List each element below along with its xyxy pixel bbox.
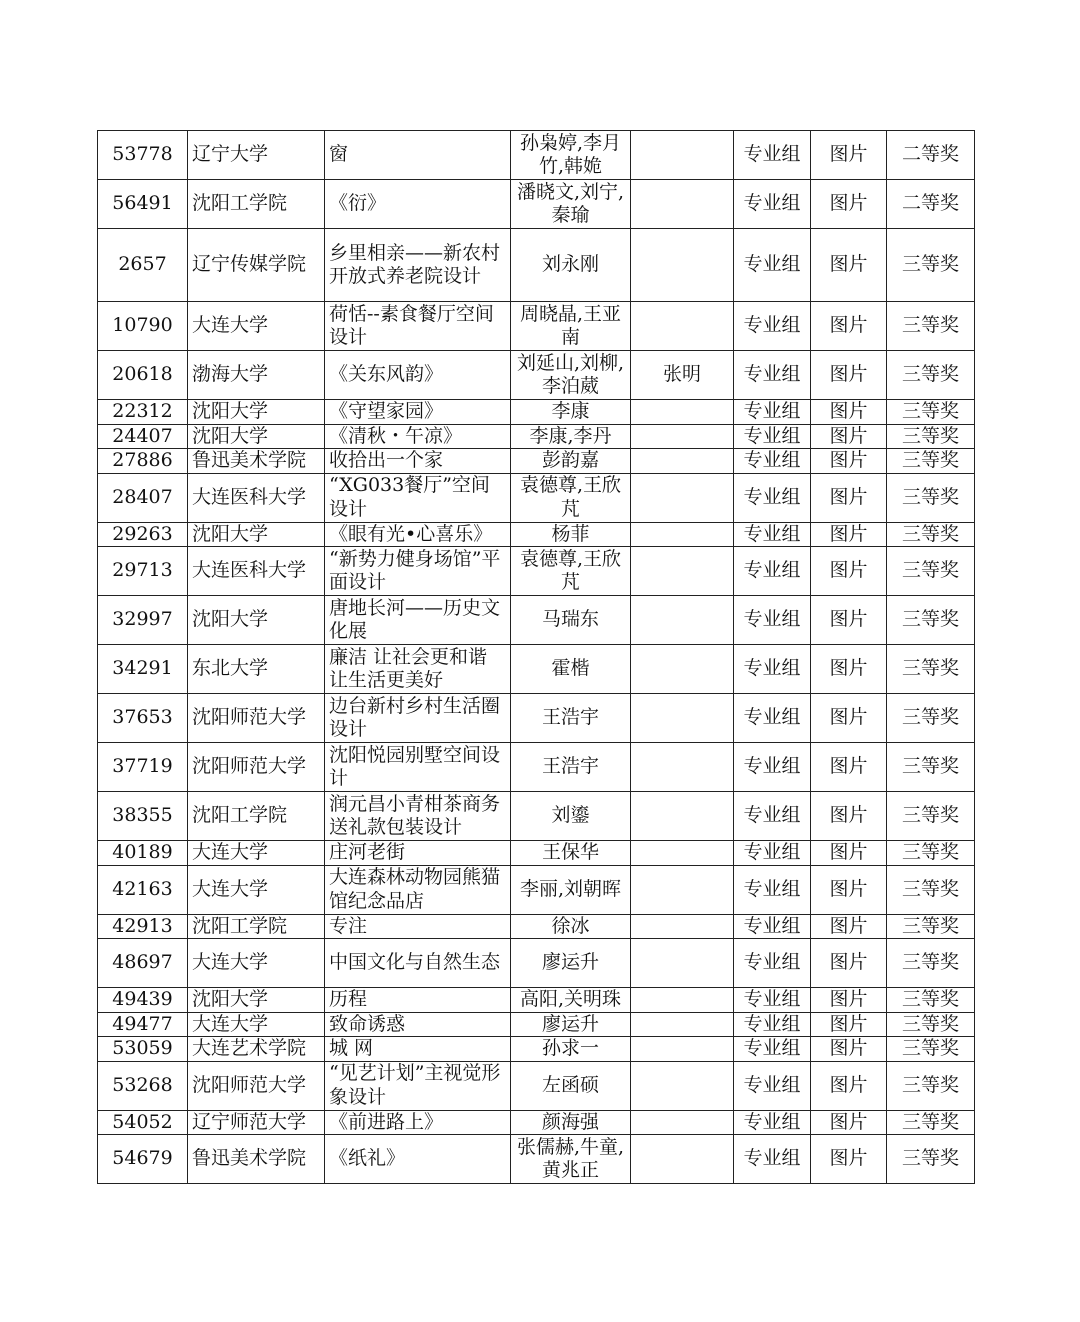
work-type-cell: 图片 [811,1135,887,1184]
work-title-cell: 窗 [325,131,511,180]
table-row [98,694,975,743]
award-level-cell: 三等奖 [887,865,975,914]
authors-cell: 杨菲 [511,522,631,547]
advisor-cell [631,914,734,939]
award-level-cell: 三等奖 [887,694,975,743]
work-type-cell: 图片 [811,841,887,866]
entry-id-cell: 53268 [98,1061,188,1110]
advisor-cell [631,424,734,449]
school-name-cell: 东北大学 [188,645,325,694]
school-name-cell: 沈阳大学 [188,424,325,449]
award-level-cell: 三等奖 [887,1135,975,1184]
table-row [98,131,975,180]
authors-cell: 袁德尊,王欣芃 [511,547,631,596]
group-name-cell: 专业组 [734,229,811,302]
table-row [98,1110,975,1135]
work-type-cell: 图片 [811,547,887,596]
school-name-cell: 大连大学 [188,865,325,914]
work-type-cell: 图片 [811,400,887,425]
authors-cell: 李康,李丹 [511,424,631,449]
advisor-cell [631,596,734,645]
work-title-cell: 城 网 [325,1037,511,1062]
advisor-cell [631,180,734,229]
advisor-cell [631,694,734,743]
authors-cell: 刘鎏 [511,792,631,841]
work-type-cell: 图片 [811,596,887,645]
advisor-cell [631,1012,734,1037]
group-name-cell: 专业组 [734,400,811,425]
authors-cell: 周晓晶,王亚南 [511,302,631,351]
award-level-cell: 三等奖 [887,473,975,522]
award-level-cell: 三等奖 [887,547,975,596]
entry-id-cell: 48697 [98,939,188,988]
table-row [98,988,975,1013]
school-name-cell: 鲁迅美术学院 [188,449,325,474]
group-name-cell: 专业组 [734,302,811,351]
work-type-cell: 图片 [811,865,887,914]
authors-cell: 袁德尊,王欣芃 [511,473,631,522]
entry-id-cell: 56491 [98,180,188,229]
entry-id-cell: 54052 [98,1110,188,1135]
work-title-cell: 致命诱惑 [325,1012,511,1037]
entry-id-cell: 42913 [98,914,188,939]
entry-id-cell: 49477 [98,1012,188,1037]
award-level-cell: 二等奖 [887,131,975,180]
school-name-cell: 沈阳大学 [188,988,325,1013]
school-name-cell: 沈阳工学院 [188,792,325,841]
authors-cell: 徐冰 [511,914,631,939]
work-title-cell: 廉洁 让社会更和谐让生活更美好 [325,645,511,694]
award-level-cell: 三等奖 [887,1061,975,1110]
school-name-cell: 沈阳师范大学 [188,743,325,792]
work-title-cell: 乡里相亲——新农村开放式养老院设计 [325,229,511,302]
authors-cell: 刘延山,刘柳,李泊葳 [511,351,631,400]
table-row [98,865,975,914]
entry-id-cell: 28407 [98,473,188,522]
school-name-cell: 沈阳工学院 [188,180,325,229]
advisor-cell: 张明 [631,351,734,400]
award-level-cell: 三等奖 [887,400,975,425]
table-row [98,939,975,988]
group-name-cell: 专业组 [734,939,811,988]
advisor-cell [631,645,734,694]
table-row [98,841,975,866]
entry-id-cell: 29713 [98,547,188,596]
work-title-cell: 专注 [325,914,511,939]
award-level-cell: 三等奖 [887,1110,975,1135]
entry-id-cell: 54679 [98,1135,188,1184]
work-type-cell: 图片 [811,1110,887,1135]
authors-cell: 张儒赫,牛童,黄兆正 [511,1135,631,1184]
advisor-cell [631,547,734,596]
advisor-cell [631,1037,734,1062]
school-name-cell: 沈阳工学院 [188,914,325,939]
authors-cell: 李康 [511,400,631,425]
award-level-cell: 三等奖 [887,596,975,645]
advisor-cell [631,988,734,1013]
work-type-cell: 图片 [811,522,887,547]
table-row [98,473,975,522]
advisor-cell [631,792,734,841]
table-row [98,351,975,400]
work-title-cell: 润元昌小青柑茶商务送礼款包装设计 [325,792,511,841]
school-name-cell: 鲁迅美术学院 [188,1135,325,1184]
group-name-cell: 专业组 [734,596,811,645]
entry-id-cell: 27886 [98,449,188,474]
authors-cell: 孙求一 [511,1037,631,1062]
table-row [98,449,975,474]
table-row [98,645,975,694]
group-name-cell: 专业组 [734,473,811,522]
authors-cell: 潘晓文,刘宁,秦瑜 [511,180,631,229]
award-level-cell: 三等奖 [887,743,975,792]
advisor-cell [631,229,734,302]
group-name-cell: 专业组 [734,914,811,939]
table-row [98,229,975,302]
group-name-cell: 专业组 [734,449,811,474]
work-title-cell: “XG033餐厅”空间设计 [325,473,511,522]
school-name-cell: 辽宁大学 [188,131,325,180]
advisor-cell [631,743,734,792]
table-row [98,180,975,229]
school-name-cell: 辽宁师范大学 [188,1110,325,1135]
entry-id-cell: 53059 [98,1037,188,1062]
entry-id-cell: 22312 [98,400,188,425]
award-level-cell: 三等奖 [887,351,975,400]
advisor-cell [631,865,734,914]
authors-cell: 霍楷 [511,645,631,694]
table-row [98,596,975,645]
table-row [98,522,975,547]
work-title-cell: 《前进路上》 [325,1110,511,1135]
table-row [98,1061,975,1110]
group-name-cell: 专业组 [734,1012,811,1037]
work-type-cell: 图片 [811,351,887,400]
table-row [98,547,975,596]
table-row [98,424,975,449]
award-level-cell: 三等奖 [887,1012,975,1037]
work-title-cell: 中国文化与自然生态 [325,939,511,988]
work-title-cell: 庄河老街 [325,841,511,866]
school-name-cell: 沈阳师范大学 [188,694,325,743]
work-type-cell: 图片 [811,743,887,792]
group-name-cell: 专业组 [734,988,811,1013]
work-title-cell: 收拾出一个家 [325,449,511,474]
award-level-cell: 三等奖 [887,939,975,988]
award-level-cell: 二等奖 [887,180,975,229]
school-name-cell: 大连医科大学 [188,473,325,522]
table-row [98,302,975,351]
advisor-cell [631,522,734,547]
entry-id-cell: 37653 [98,694,188,743]
entry-id-cell: 20618 [98,351,188,400]
entry-id-cell: 37719 [98,743,188,792]
school-name-cell: 大连大学 [188,939,325,988]
work-title-cell: 《清秋・午凉》 [325,424,511,449]
work-title-cell: 历程 [325,988,511,1013]
work-title-cell: 沈阳悦园别墅空间设计 [325,743,511,792]
work-type-cell: 图片 [811,645,887,694]
work-title-cell: 唐地长河——历史文化展 [325,596,511,645]
group-name-cell: 专业组 [734,1037,811,1062]
advisor-cell [631,939,734,988]
school-name-cell: 沈阳大学 [188,596,325,645]
work-type-cell: 图片 [811,180,887,229]
authors-cell: 孙枭婷,李月竹,韩姽 [511,131,631,180]
group-name-cell: 专业组 [734,351,811,400]
entry-id-cell: 40189 [98,841,188,866]
authors-cell: 左函硕 [511,1061,631,1110]
school-name-cell: 沈阳大学 [188,522,325,547]
entry-id-cell: 2657 [98,229,188,302]
advisor-cell [631,1135,734,1184]
group-name-cell: 专业组 [734,424,811,449]
group-name-cell: 专业组 [734,1135,811,1184]
advisor-cell [631,400,734,425]
work-title-cell: 《关东风韵》 [325,351,511,400]
work-type-cell: 图片 [811,424,887,449]
work-title-cell: 大连森林动物园熊猫馆纪念品店 [325,865,511,914]
award-level-cell: 三等奖 [887,424,975,449]
entry-id-cell: 49439 [98,988,188,1013]
entry-id-cell: 42163 [98,865,188,914]
school-name-cell: 沈阳师范大学 [188,1061,325,1110]
award-level-cell: 三等奖 [887,645,975,694]
entry-id-cell: 32997 [98,596,188,645]
work-type-cell: 图片 [811,694,887,743]
work-title-cell: “新势力健身场馆”平面设计 [325,547,511,596]
award-table [97,130,975,1184]
award-level-cell: 三等奖 [887,522,975,547]
advisor-cell [631,449,734,474]
work-title-cell: “见艺计划”主视觉形象设计 [325,1061,511,1110]
work-type-cell: 图片 [811,1037,887,1062]
work-title-cell: 边台新村乡村生活圈设计 [325,694,511,743]
work-type-cell: 图片 [811,988,887,1013]
work-type-cell: 图片 [811,1061,887,1110]
award-level-cell: 三等奖 [887,841,975,866]
entry-id-cell: 34291 [98,645,188,694]
authors-cell: 刘永刚 [511,229,631,302]
work-type-cell: 图片 [811,939,887,988]
work-type-cell: 图片 [811,473,887,522]
work-type-cell: 图片 [811,229,887,302]
group-name-cell: 专业组 [734,694,811,743]
work-title-cell: 《眼有光•心喜乐》 [325,522,511,547]
group-name-cell: 专业组 [734,645,811,694]
table-row [98,1135,975,1184]
school-name-cell: 大连医科大学 [188,547,325,596]
entry-id-cell: 24407 [98,424,188,449]
group-name-cell: 专业组 [734,522,811,547]
work-title-cell: 《衍》 [325,180,511,229]
award-level-cell: 三等奖 [887,792,975,841]
group-name-cell: 专业组 [734,792,811,841]
group-name-cell: 专业组 [734,180,811,229]
advisor-cell [631,841,734,866]
group-name-cell: 专业组 [734,1110,811,1135]
table-row [98,400,975,425]
group-name-cell: 专业组 [734,131,811,180]
authors-cell: 王保华 [511,841,631,866]
authors-cell: 王浩宇 [511,694,631,743]
entry-id-cell: 53778 [98,131,188,180]
school-name-cell: 大连大学 [188,1012,325,1037]
work-type-cell: 图片 [811,302,887,351]
advisor-cell [631,131,734,180]
entry-id-cell: 38355 [98,792,188,841]
authors-cell: 廖运升 [511,1012,631,1037]
group-name-cell: 专业组 [734,743,811,792]
authors-cell: 王浩宇 [511,743,631,792]
work-title-cell: 《纸礼》 [325,1135,511,1184]
school-name-cell: 辽宁传媒学院 [188,229,325,302]
authors-cell: 李丽,刘朝晖 [511,865,631,914]
table-row [98,743,975,792]
work-type-cell: 图片 [811,914,887,939]
school-name-cell: 大连大学 [188,841,325,866]
work-type-cell: 图片 [811,792,887,841]
table-row [98,1037,975,1062]
advisor-cell [631,302,734,351]
authors-cell: 颜海强 [511,1110,631,1135]
school-name-cell: 渤海大学 [188,351,325,400]
award-level-cell: 三等奖 [887,302,975,351]
authors-cell: 彭韵嘉 [511,449,631,474]
entry-id-cell: 29263 [98,522,188,547]
entry-id-cell: 10790 [98,302,188,351]
advisor-cell [631,473,734,522]
authors-cell: 廖运升 [511,939,631,988]
work-title-cell: 荷恬--素食餐厅空间设计 [325,302,511,351]
school-name-cell: 沈阳大学 [188,400,325,425]
authors-cell: 高阳,关明珠 [511,988,631,1013]
award-level-cell: 三等奖 [887,229,975,302]
award-level-cell: 三等奖 [887,449,975,474]
award-level-cell: 三等奖 [887,1037,975,1062]
work-type-cell: 图片 [811,1012,887,1037]
school-name-cell: 大连艺术学院 [188,1037,325,1062]
table-row [98,792,975,841]
group-name-cell: 专业组 [734,1061,811,1110]
table-row [98,1012,975,1037]
award-level-cell: 三等奖 [887,914,975,939]
table-body [98,131,975,1184]
school-name-cell: 大连大学 [188,302,325,351]
group-name-cell: 专业组 [734,547,811,596]
advisor-cell [631,1061,734,1110]
table-row [98,914,975,939]
award-level-cell: 三等奖 [887,988,975,1013]
authors-cell: 马瑞东 [511,596,631,645]
advisor-cell [631,1110,734,1135]
work-title-cell: 《守望家园》 [325,400,511,425]
work-type-cell: 图片 [811,449,887,474]
group-name-cell: 专业组 [734,865,811,914]
work-type-cell: 图片 [811,131,887,180]
group-name-cell: 专业组 [734,841,811,866]
